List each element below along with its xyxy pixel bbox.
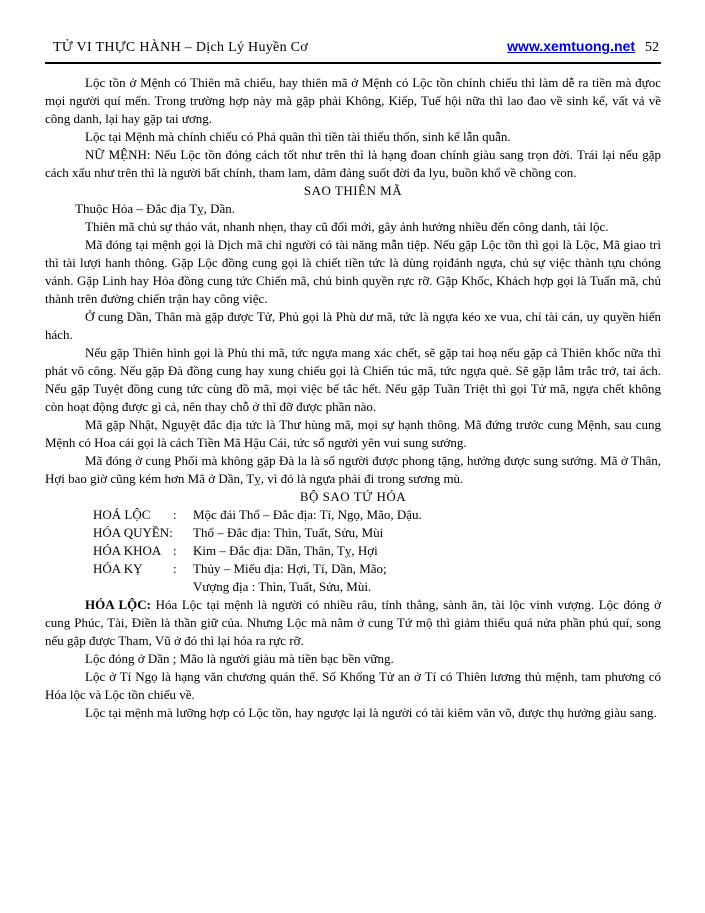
document-body xyxy=(45,74,661,722)
def-label: HÓA QUYỀN: xyxy=(93,525,173,540)
def-label: HÓA KỴ xyxy=(93,561,143,576)
paragraph: Lộc tồn ở Mệnh có Thiên mã chiếu, hay thiên mã ở Mệnh có Lộc tồn chính chiếu thì làm dễ ra tiền mà đựoc mọi người quí mến. Trong trường hợp này mà gặp phải Không, Kiếp, Tuế hội nữa thì lao đao về sinh kế, vất vả về công danh, lại hay gặp tai ương. xyxy=(45,75,661,126)
section-heading: BỘ SAO TỨ HÓA xyxy=(299,489,407,504)
def-row xyxy=(93,578,661,596)
def-label xyxy=(93,578,173,596)
website-link[interactable]: www.xemtuong.net xyxy=(507,38,635,54)
def-row xyxy=(93,560,661,578)
header-divider xyxy=(45,62,661,64)
def-value: Mộc đái Thổ – Đắc địa: Tí, Ngọ, Mão, Dậu. xyxy=(193,507,422,522)
paragraph: Ở cung Dần, Thân mà gặp được Tử, Phủ gọi là Phù dư mã, tức là ngựa kéo xe vua, chỉ tài cán, uy quyền hiển hách. xyxy=(45,309,661,342)
def-value: Vượng địa : Thìn, Tuất, Sửu, Mùi. xyxy=(193,579,372,594)
def-row xyxy=(93,506,661,524)
def-colon xyxy=(173,578,193,596)
def-colon xyxy=(173,524,193,542)
paragraph: Thuộc Hỏa – Đắc địa Tỵ, Dần. xyxy=(75,201,236,216)
paragraph: Nếu gặp Thiên hình gọi là Phù thi mã, tức ngựa mang xác chết, sẽ gặp tai hoạ nếu gặp cả Thiên khốc nữa thì phát võ công. Nếu gặp Đà đồng cung hay xung chiếu gọi là Chiến túc mã, tức ngựa què. Sẽ gặp lắm trắc trở, tai ách. Nếu gặp Tuyệt đồng cung tức cùng đồ mã, mọi việc bế tắc hết. Nếu gặp Tuần Triệt thì gọi Tử mã, ngựa chết không còn hoạt động được gì cả, nên thay chỗ ở thì đỡ được phần nào. xyxy=(45,345,661,414)
def-colon: : xyxy=(173,561,177,576)
header-right xyxy=(507,38,659,56)
def-colon: : xyxy=(173,543,177,558)
paragraph: Lộc ở Tí Ngọ là hạng văn chương quán thế. Số Khổng Tử an ở Tí có Thiên lương thủ mệnh, tam phương có Hóa lộc và Lộc tồn chiếu về. xyxy=(45,669,661,702)
section-heading: SAO THIÊN MÃ xyxy=(303,183,403,198)
def-row xyxy=(93,542,661,560)
page-header xyxy=(45,38,661,56)
paragraph: Mã đóng tại mệnh gọi là Dịch mã chỉ người có tài năng mẫn tiệp. Nếu gặp Lộc tồn thì gọi là Lộc, Mã giao trì thì tài lượi hanh thông. Gặp Lộc đồng cung gọi là chiết tiền tức là dùng rọiđánh ngựa, chủ sự việc thành tựu chóng vánh. Gặp Linh hay Hỏa đồng cung tức Chiến mã, chủ binh quyền rực rỡ. Gặp Khốc, Khách hợp gọi là Tuấn mã, chủ thành trên đường chiến trận hay công việc. xyxy=(45,237,661,306)
def-label: HOÁ LỘC xyxy=(93,507,151,522)
def-value: Thổ – Đắc địa: Thìn, Tuất, Sửu, Mùi xyxy=(193,525,384,540)
paragraph: Mã gặp Nhật, Nguyệt đắc địa tức là Thư hùng mã, mọi sự hạnh thông. Mã đứng trước cung Mệnh, sau cung Mệnh có Hoa cái gọi là cách Tiền Mã Hậu Cái, tức số người yên vui sung sướng. xyxy=(45,417,661,450)
paragraph: Mã đóng ở cung Phối mà không gặp Đà la là số người được phong tặng, hưởng được sung sướng. Mã ở Thân, Hợi bao giờ cũng kém hơn Mã ở Dần, Tỵ, vì đó là ngựa phải đi trong sương mù. xyxy=(45,453,661,486)
paragraph: HÓA LỘC: Hóa Lộc tại mệnh là người có nhiều râu, tính thẳng, sành ăn, tài lộc vinh vượng. Lộc đóng ở cung Phúc, Tài, Điền là thần giữ của. Nhưng Lộc mà nằm ở cung Tứ mộ thì giảm thiểu quá nửa phần phú quí, song nếu gặp được Tham, Vũ ở đó thì lại hóa ra rực rỡ. xyxy=(45,597,661,648)
def-value: Thủy – Miếu địa: Hợi, Tí, Dần, Mão; xyxy=(193,561,387,576)
book-title: TỬ VI THỰC HÀNH – Dịch Lý Huyền Cơ xyxy=(53,40,309,55)
paragraph-lead: HÓA LỘC: xyxy=(85,597,151,612)
def-value: Kim – Đắc địa: Dần, Thân, Tỵ, Hợi xyxy=(193,543,378,558)
paragraph: Lộc tại Mệnh mà chính chiếu có Phá quân thì tiền tài thiếu thốn, sinh kế lẫn quẫn. xyxy=(85,129,511,144)
page-number: 52 xyxy=(645,40,659,55)
tu-hoa-definition-list xyxy=(93,506,661,596)
paragraph: NỮ MỆNH: Nếu Lộc tồn đóng cách tốt như trên thì là hạng đoan chính giàu sang trọn đời. Trái lại nếu gặp cách xấu như trên thì là người bất chính, tham lam, dâm đảng suốt đời đa lyu, buồn khổ về chồng con. xyxy=(45,147,661,180)
def-label: HÓA KHOA xyxy=(93,543,162,558)
paragraph: Lộc tại mệnh mà lưỡng hợp có Lộc tồn, hay ngược lại là người có tài kiêm văn võ, được thụ hưởng giàu sang. xyxy=(85,705,657,720)
def-row xyxy=(93,524,661,542)
def-colon: : xyxy=(173,507,177,522)
paragraph: Thiên mã chủ sự tháo vát, nhanh nhẹn, thay cũ đổi mới, gây ảnh hưởng nhiều đến công danh, tài lộc. xyxy=(85,219,609,234)
paragraph: Lộc đóng ở Dần ; Mão là người giàu mà tiền bạc bền vững. xyxy=(85,651,394,666)
